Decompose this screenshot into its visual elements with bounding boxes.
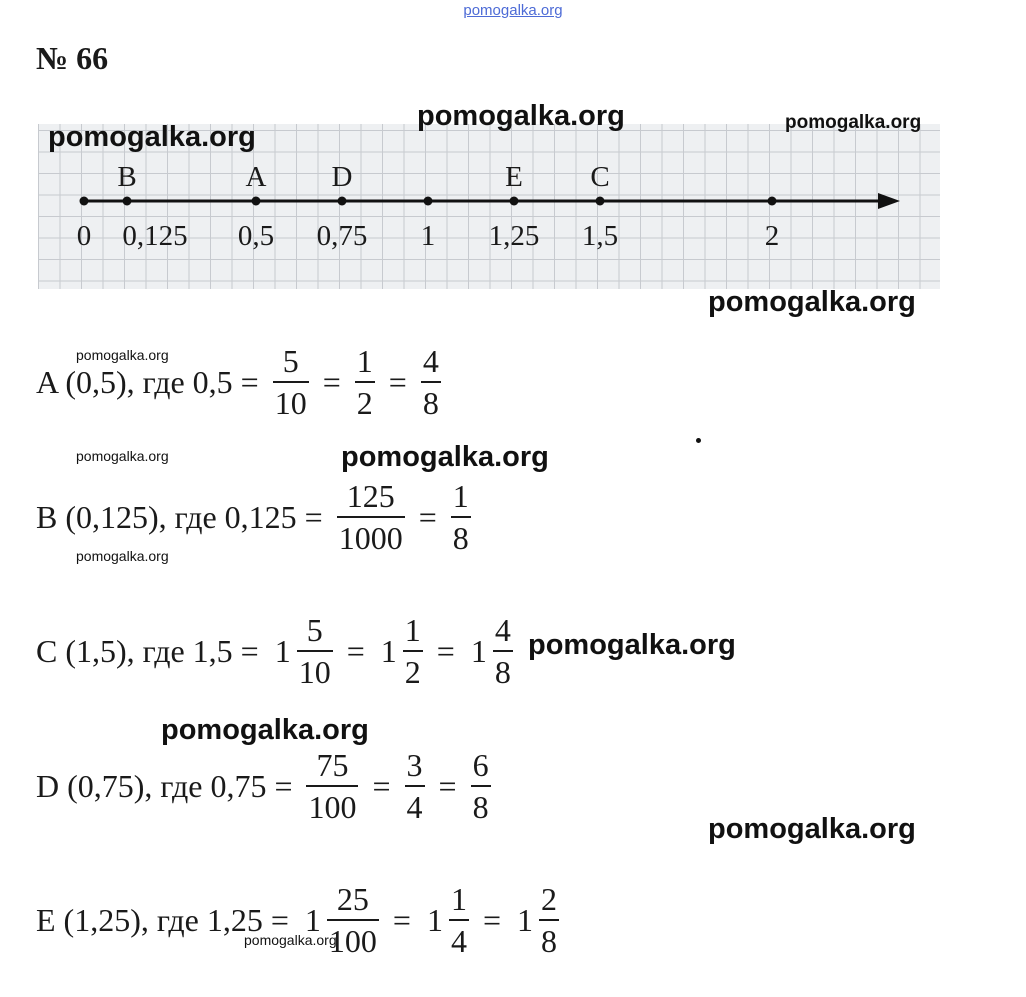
number-line-point — [768, 197, 777, 206]
tick-label: 1,25 — [488, 220, 540, 252]
fraction — [273, 345, 309, 419]
watermark: pomogalka.org — [76, 347, 169, 363]
equation-b-lead: B (0,125), где 0,125 = — [36, 498, 323, 535]
equals-sign: = — [322, 363, 341, 400]
denominator: 2 — [403, 650, 423, 688]
numerator: 1 — [450, 881, 467, 917]
watermark: pomogalka.org — [48, 121, 256, 153]
denominator: 2 — [355, 381, 375, 419]
denominator: 4 — [449, 919, 469, 957]
numerator: 25 — [336, 881, 369, 917]
fraction — [449, 883, 469, 957]
denominator: 10 — [273, 381, 309, 419]
denominator: 8 — [471, 785, 491, 823]
tick-label: 1,5 — [581, 220, 619, 252]
equals-sign: = — [372, 767, 391, 804]
equals-sign: = — [436, 632, 455, 669]
tick-label: 0,5 — [237, 220, 275, 252]
equation-d-lead: D (0,75), где 0,75 = — [36, 767, 293, 804]
watermark: pomogalka.org — [708, 286, 916, 318]
point-label: B — [117, 161, 137, 193]
denominator: 8 — [539, 919, 559, 957]
whole-part: 1 — [380, 632, 397, 669]
tick-label: 2 — [764, 220, 780, 252]
numerator: 1 — [452, 478, 469, 514]
fraction — [355, 345, 375, 419]
numerator: 125 — [346, 478, 395, 514]
watermark: pomogalka.org — [161, 714, 369, 746]
fraction — [306, 749, 358, 823]
watermark: pomogalka.org — [528, 629, 736, 661]
point-label: A — [245, 161, 267, 193]
equation-c — [36, 606, 519, 696]
watermark: pomogalka.org — [244, 932, 337, 948]
equation-e-lead: E (1,25), где 1,25 = — [36, 901, 289, 938]
number-line-point — [252, 197, 261, 206]
denominator: 100 — [306, 785, 358, 823]
dot-mark — [696, 438, 701, 443]
point-label: E — [505, 161, 523, 193]
denominator: 4 — [405, 785, 425, 823]
watermark: pomogalka.org — [76, 548, 169, 564]
tick-label: 0,125 — [122, 220, 188, 252]
equals-sign: = — [418, 498, 437, 535]
number-line-point — [123, 197, 132, 206]
fraction — [471, 749, 491, 823]
watermark: pomogalka.org — [417, 100, 625, 132]
equation-c-lead: C (1,5), где 1,5 = — [36, 632, 259, 669]
numerator: 6 — [472, 747, 489, 783]
tick-label: 1 — [420, 220, 436, 252]
numerator: 2 — [541, 881, 558, 917]
fraction — [451, 480, 471, 554]
equation-a-lead: A (0,5), где 0,5 = — [36, 363, 259, 400]
task-number: № 66 — [36, 40, 109, 76]
fraction — [403, 614, 423, 688]
watermark: pomogalka.org — [76, 448, 169, 464]
whole-part: 1 — [470, 632, 487, 669]
number-line-point — [510, 197, 519, 206]
whole-part: 1 — [274, 632, 291, 669]
numerator: 3 — [406, 747, 423, 783]
numerator: 1 — [404, 612, 421, 648]
fraction — [297, 614, 333, 688]
fraction — [421, 345, 441, 419]
fraction — [337, 480, 405, 554]
denominator: 8 — [493, 650, 513, 688]
number-line-point — [80, 197, 89, 206]
watermark: pomogalka.org — [341, 441, 549, 473]
arrow-head-icon — [878, 193, 900, 209]
denominator: 1000 — [337, 516, 405, 554]
numerator: 5 — [282, 343, 299, 379]
whole-part: 1 — [426, 901, 443, 938]
fraction — [493, 614, 513, 688]
whole-part: 1 — [517, 901, 534, 938]
equals-sign: = — [438, 767, 457, 804]
numerator: 4 — [494, 612, 511, 648]
numerator: 75 — [316, 747, 349, 783]
denominator: 8 — [451, 516, 471, 554]
numerator: 4 — [422, 343, 439, 379]
watermark: pomogalka.org — [785, 112, 922, 133]
fraction — [405, 749, 425, 823]
fraction — [539, 883, 559, 957]
whole-part: 1 — [304, 901, 321, 938]
equals-sign: = — [482, 901, 502, 938]
number-line-point — [338, 197, 347, 206]
equals-sign: = — [346, 632, 365, 669]
point-label: C — [590, 161, 610, 193]
numerator: 5 — [306, 612, 323, 648]
denominator: 10 — [297, 650, 333, 688]
denominator: 8 — [421, 381, 441, 419]
tick-label: 0 — [76, 220, 92, 252]
equals-sign: = — [392, 901, 411, 938]
equation-d — [36, 741, 497, 831]
number-line-point — [424, 197, 433, 206]
equation-e — [36, 875, 565, 965]
number-line-point — [596, 197, 605, 206]
watermark: pomogalka.org — [708, 813, 916, 845]
tick-label: 0,75 — [316, 220, 368, 252]
point-label: D — [331, 161, 353, 193]
site-link[interactable]: pomogalka.org — [463, 2, 563, 19]
equals-sign: = — [388, 363, 407, 400]
numerator: 1 — [356, 343, 373, 379]
denominator: 100 — [327, 919, 379, 957]
